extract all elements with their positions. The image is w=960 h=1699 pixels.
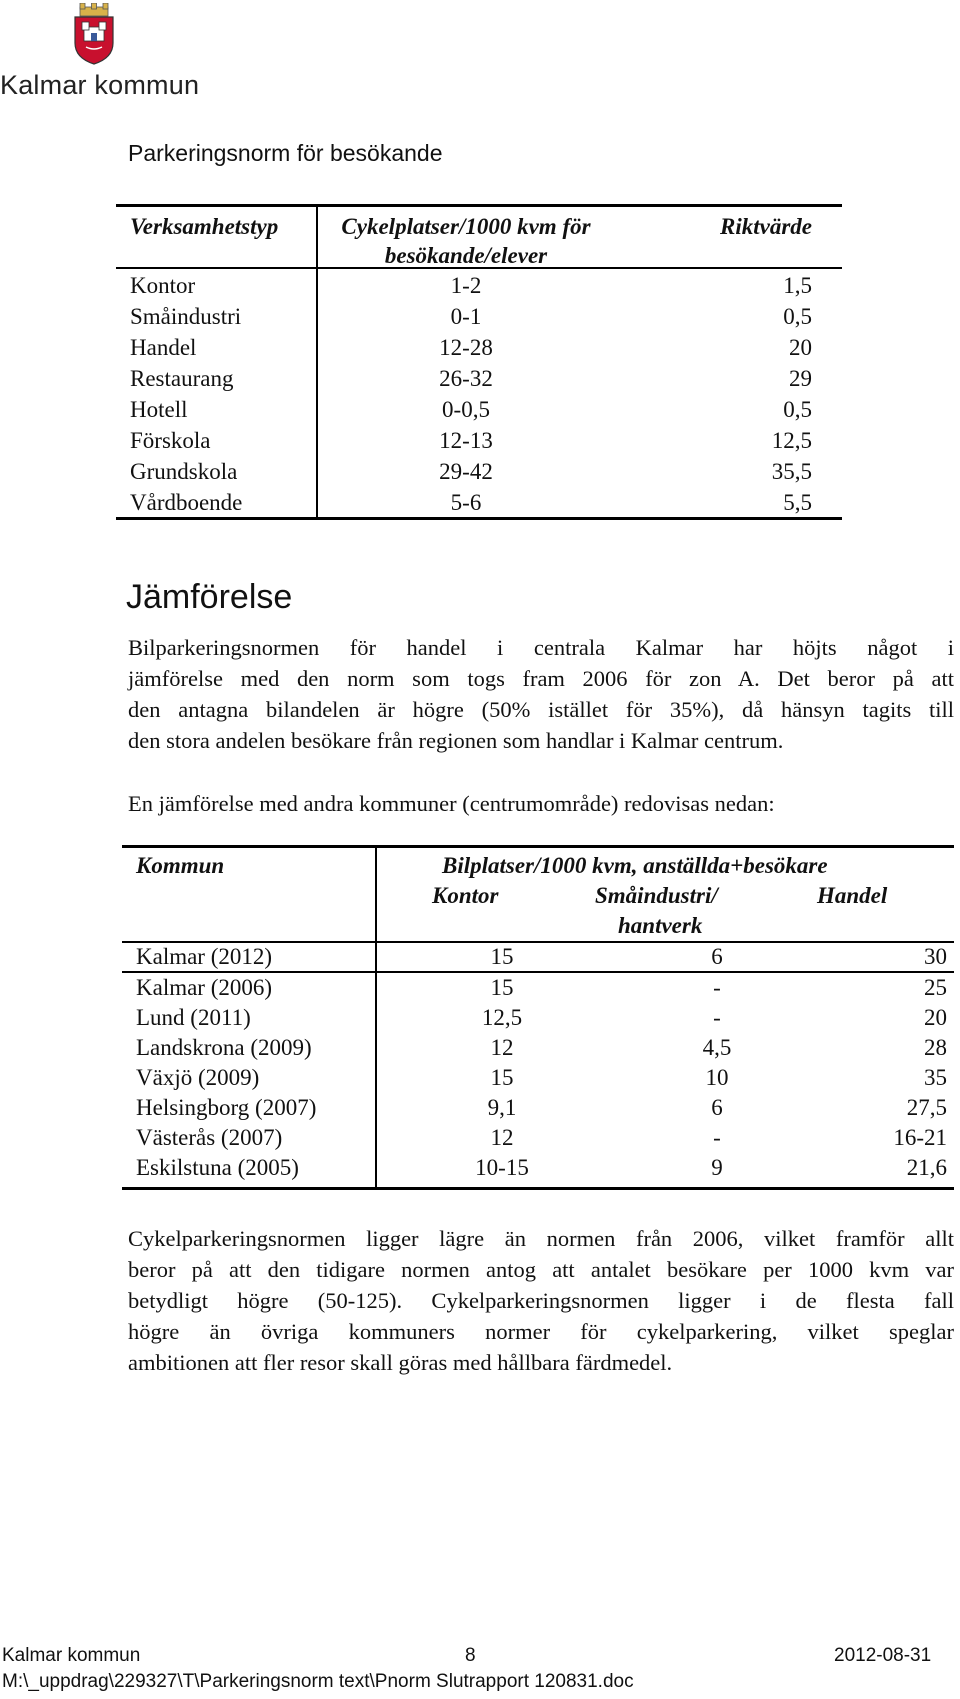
cell-handel: 28 [924, 1035, 947, 1060]
cell-verksamhetstyp: Förskola [130, 428, 211, 453]
table-row [122, 1035, 954, 1065]
cell-kontor: 10-15 [475, 1155, 529, 1180]
table1-header-cykelplatser-line2: besökande/elever [384, 243, 548, 268]
cell-kontor: 12,5 [481, 1005, 523, 1030]
cell-handel: 35 [924, 1065, 947, 1090]
cell-kontor: 15 [490, 944, 514, 969]
cell-handel: 30 [924, 944, 947, 969]
paragraph-line: högre än övriga kommuners normer för cykelparkering, vilket speglar [128, 1319, 954, 1344]
cell-kommun: Landskrona (2009) [136, 1035, 312, 1060]
table2-header-hantverk: hantverk [618, 913, 703, 938]
table-row [122, 1155, 954, 1185]
cell-verksamhetstyp: Hotell [130, 397, 188, 422]
paragraph-line: jämförelse med den norm som togs fram 2006 för zon A. Det beror på att [128, 666, 954, 691]
table-row [122, 1005, 954, 1035]
cell-verksamhetstyp: Småindustri [130, 304, 242, 329]
cell-kommun: Kalmar (2006) [136, 975, 273, 1000]
table-row [116, 490, 842, 521]
cell-riktvarde: 29 [789, 366, 812, 391]
cell-kontor: 15 [490, 975, 514, 1000]
table2-bottom-rule [122, 1187, 954, 1190]
paragraph-line: den stora andelen besökare från regionen som handlar i Kalmar centrum. [128, 728, 784, 753]
cell-cykelplatser: 1-2 [450, 273, 482, 298]
table-row [116, 335, 842, 366]
table2-header-group: Bilplatser/1000 kvm, anställda+besökare [442, 853, 828, 878]
table2-header-handel: Handel [817, 883, 888, 908]
table1-header-verksamhetstyp: Verksamhetstyp [130, 214, 279, 239]
cell-verksamhetstyp: Kontor [130, 273, 196, 298]
paragraph-line: Bilparkeringsnormen för handel i centrala Kalmar har höjts något i [128, 635, 954, 660]
table-row [122, 1065, 954, 1095]
cell-riktvarde: 12,5 [771, 428, 812, 453]
cell-riktvarde: 5,5 [783, 490, 812, 515]
cell-kommun: Lund (2011) [136, 1005, 251, 1030]
cell-handel: 16-21 [893, 1125, 947, 1150]
paragraph-line: beror på att den tidigare normen antog att antalet besökare per 1000 kvm var [128, 1257, 954, 1282]
cell-verksamhetstyp: Grundskola [130, 459, 238, 484]
cell-cykelplatser: 5-6 [450, 490, 482, 515]
table2-header-rule [122, 941, 954, 943]
cell-smaindustri: 6 [711, 1095, 723, 1120]
cell-handel: 25 [924, 975, 947, 1000]
cell-kommun: Helsingborg (2007) [136, 1095, 317, 1120]
table-row [116, 459, 842, 490]
table2-header-kontor: Kontor [432, 883, 499, 908]
comparison-paragraph [128, 632, 954, 756]
comparison-intro [128, 788, 954, 819]
cell-verksamhetstyp: Restaurang [130, 366, 234, 391]
table1-header-cykelplatser: Cykelplatser/1000 kvm för [341, 214, 591, 239]
kalmar-crest-logo [72, 3, 116, 65]
cell-smaindustri: - [713, 1125, 721, 1150]
section-heading-jamforelse: Jämförelse [126, 578, 293, 616]
cell-kontor: 12 [490, 1125, 514, 1150]
table-row [116, 366, 842, 397]
footer-file-path: M:\_uppdrag\229327\T\Parkeringsnorm text\Pnorm Slutrapport 120831.doc [2, 1671, 634, 1692]
cell-riktvarde: 20 [789, 335, 812, 360]
table2-header-kommun: Kommun [136, 853, 225, 878]
table1-header-riktvarde: Riktvärde [720, 214, 812, 239]
cell-handel: 21,6 [906, 1155, 947, 1180]
cell-cykelplatser: 0-0,5 [442, 397, 490, 422]
cell-handel: 20 [924, 1005, 947, 1030]
cell-cykelplatser: 12-13 [439, 428, 493, 453]
cell-riktvarde: 35,5 [771, 459, 812, 484]
bicycle-norm-paragraph [128, 1223, 954, 1378]
footer-page-number: 8 [465, 1645, 476, 1666]
cell-kontor: 9,1 [487, 1095, 517, 1120]
cell-kommun: Växjö (2009) [136, 1065, 260, 1090]
cell-kontor: 15 [490, 1065, 514, 1090]
table-row [116, 397, 842, 428]
cell-cykelplatser: 26-32 [439, 366, 493, 391]
table2-row-rule [122, 971, 954, 973]
cell-smaindustri: - [713, 975, 721, 1000]
table-row [122, 944, 954, 974]
cell-cykelplatser: 29-42 [439, 459, 493, 484]
cell-verksamhetstyp: Handel [130, 335, 197, 360]
table-row [116, 428, 842, 459]
table-row [122, 1125, 954, 1155]
table-row [116, 304, 842, 335]
footer-date: 2012-08-31 [834, 1645, 932, 1666]
paragraph-line: den antagna bilandelen är högre (50% istället för 35%), då hänsyn tagits till [128, 697, 954, 722]
paragraph-line: En jämförelse med andra kommuner (centrumområde) redovisas nedan: [128, 791, 775, 816]
cell-kommun: Eskilstuna (2005) [136, 1155, 299, 1180]
cell-kommun: Kalmar (2012) [136, 944, 273, 969]
cell-riktvarde: 1,5 [783, 273, 812, 298]
footer-org: Kalmar kommun [2, 1645, 141, 1666]
table-row [122, 1095, 954, 1125]
cell-smaindustri: - [713, 1005, 721, 1030]
table2-header-smaindustri: Småindustri/ [595, 883, 718, 908]
cell-smaindustri: 4,5 [702, 1035, 732, 1060]
paragraph-line: betydligt högre (50-125). Cykelparkeringsnormen ligger i de flesta fall [128, 1288, 954, 1313]
org-name: Kalmar kommun [0, 70, 200, 100]
section-heading-parking-norm: Parkeringsnorm för besökande [128, 140, 443, 166]
table-row [116, 273, 842, 304]
table1-top-rule [116, 204, 842, 207]
cell-smaindustri: 10 [705, 1065, 729, 1090]
paragraph-line: Cykelparkeringsnormen ligger lägre än normen från 2006, vilket framför allt [128, 1226, 954, 1251]
cell-handel: 27,5 [906, 1095, 947, 1120]
cell-riktvarde: 0,5 [783, 397, 812, 422]
table-row [122, 975, 954, 1005]
cell-cykelplatser: 12-28 [439, 335, 493, 360]
cell-riktvarde: 0,5 [783, 304, 812, 329]
cell-kontor: 12 [490, 1035, 514, 1060]
paragraph-line: ambitionen att fler resor skall göras med hållbara färdmedel. [128, 1350, 673, 1375]
table2-top-rule [122, 845, 954, 848]
cell-kommun: Västerås (2007) [136, 1125, 283, 1150]
cell-cykelplatser: 0-1 [450, 304, 482, 329]
cell-smaindustri: 9 [711, 1155, 723, 1180]
cell-smaindustri: 6 [711, 944, 723, 969]
cell-verksamhetstyp: Vårdboende [130, 490, 243, 515]
